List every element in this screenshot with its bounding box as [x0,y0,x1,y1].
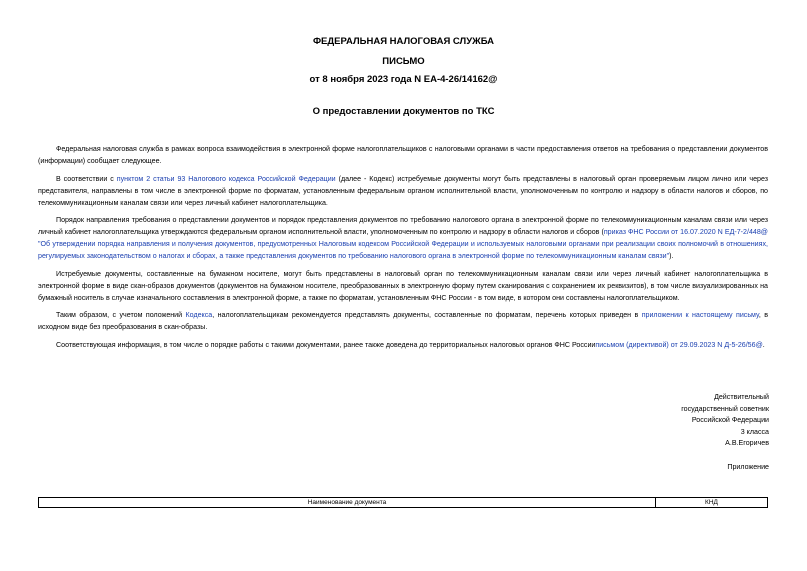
paragraph-1-text: Федеральная налоговая служба в рамках вопроса взаимодействия в электронной форме налогоплательщиков с налоговыми органами в части предоставления ответов на требования о представлении документов (информации) сообщает следующее. [38,145,768,165]
signature-name: А.В.Егоричев [725,439,769,447]
column-header-document-name: Наименование документа [39,498,656,508]
document-type: ПИСЬМО [382,56,425,67]
appendix-table [38,497,768,508]
paragraph-2-text-b: (далее - Кодекс) истребуемые документы могут быть представлены в налоговый орган проверяемым лицом лично или через представителя, направлены в том числе в электронной форме по форматам, установленным федеральным органом исполнительной власти, уполномоченным по контролю и надзору в области налогов и сборов, по телекоммуникационным каналам связи или через личный кабинет налогоплательщика. [38,175,769,207]
agency-title: ФЕДЕРАЛЬНАЯ НАЛОГОВАЯ СЛУЖБА [312,36,495,47]
signature-line-1: Действительный [714,393,769,401]
tax-code-link[interactable]: Кодекса [185,311,213,319]
paragraph-2-text-a: В соответствии с [56,175,117,183]
paragraph-1 [38,143,768,167]
paragraph-3-text-b: ). [669,252,674,260]
appendix-label: Приложение [727,463,769,471]
paragraph-4-text: Истребуемые документы, составленные на бумажном носителе, могут быть представлены в налоговый орган по телекоммуникационным каналам связи или через личный кабинет налогоплательщика в электронной форме в виде скан-образов документов (документов на бумажном носителе, преобразованных в электронную форму путем сканирования с сохранением их реквизитов), в том числе визуализированных на бумажный носитель в случае изначального составления в электронной форме, а также по форматам, установленным ФНС России - в том виде, в котором они составлены налогоплательщиком. [38,270,768,302]
paragraph-5-text-a: Таким образом, с учетом положений [56,311,186,319]
paragraph-6-text-b: . [762,341,765,349]
paragraph-5-text-c: , в исходном виде без преобразования в скан-образы. [38,311,769,331]
signature-block [609,392,769,450]
signature-line-2: государственный советник [681,404,769,413]
fns-order-link[interactable]: приказ ФНС России от 16.07.2020 N ЕД-7-2/448@ "Об утверждении порядка направления и получения документов, предусмотренных Налоговым кодексом Российской Федерации и используемых налоговыми органами при реализации своих полномочий в отношениях, регулируемых законодательством о налогах и сборах, а также представления документов по требованию налогового органа в электронной форме по телекоммуникационным каналам связи" [38,228,768,260]
paragraph-2 [38,173,768,209]
paragraph-6-text-a: Соответствующая информация, в том числе о порядке работы с такими документами, ранее также доведена до территориальных налоговых органов ФНС России [56,341,596,349]
paragraph-5-text-b: , налогоплательщикам рекомендуется представлять документы, составленные по форматам, перечень которых приведен в [212,311,642,319]
table-header-row [39,498,768,508]
tax-code-article-link[interactable]: пунктом 2 статьи 93 Налогового кодекса Российской Федерации [116,175,336,183]
paragraph-5 [38,309,768,333]
paragraph-3 [38,214,768,262]
paragraph-4 [38,268,768,304]
appendix-link[interactable]: приложении к настоящему письму [641,311,759,319]
signature-line-4: 3 класса [740,427,769,436]
column-header-knd: КНД [656,498,768,508]
document-date-number: от 8 ноября 2023 года N ЕА-4-26/14162@ [309,74,498,85]
signature-line-3: Российской Федерации [691,416,769,424]
document-subject: О предоставлении документов по ТКС [312,106,495,117]
paragraph-3-text-a: Порядок направления требования о представлении документов и порядок представления документов по требованию налогового органа в электронной форме по телекоммуникационным каналам связи или через личный кабинет налогоплательщика утверждаются федеральным органом исполнительной власти, уполномоченным по контролю и надзору в области налогов и сборов ( [38,216,768,236]
directive-letter-link[interactable]: письмом (директивой) от 29.09.2023 N Д-5-26/56@ [595,341,763,349]
paragraph-6 [38,339,768,351]
